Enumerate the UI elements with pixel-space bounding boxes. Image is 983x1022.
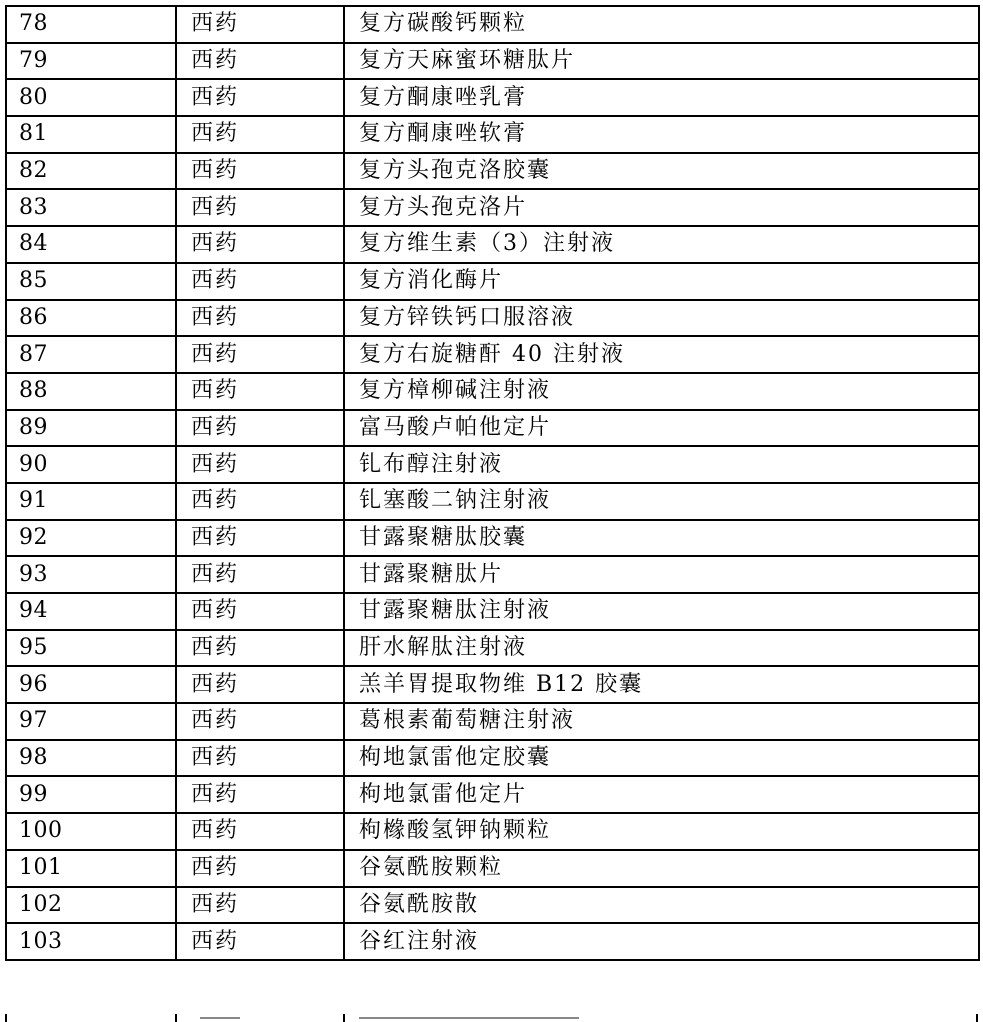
row-number: 100 <box>6 813 176 850</box>
table-row <box>6 300 979 337</box>
table-row <box>6 850 979 887</box>
table-row <box>6 887 979 924</box>
drug-category: 西药 <box>176 850 344 887</box>
drug-category: 西药 <box>176 520 344 557</box>
drug-name: 富马酸卢帕他定片 <box>344 410 979 447</box>
drug-name: 谷氨酰胺颗粒 <box>344 850 979 887</box>
drug-category: 西药 <box>176 813 344 850</box>
drug-name: 肝水解肽注射液 <box>344 630 979 667</box>
row-number: 94 <box>6 593 176 630</box>
row-number: 85 <box>6 263 176 300</box>
row-number: 95 <box>6 630 176 667</box>
drug-category: 西药 <box>176 410 344 447</box>
table-row <box>6 776 979 813</box>
drug-name: 谷红注射液 <box>344 923 979 960</box>
drug-name: 复方头孢克洛片 <box>344 189 979 226</box>
drug-name: 钆布醇注射液 <box>344 446 979 483</box>
row-number: 93 <box>6 556 176 593</box>
table-row <box>6 116 979 153</box>
drug-name: 复方酮康唑乳膏 <box>344 79 979 116</box>
drug-name: 甘露聚糖肽胶囊 <box>344 520 979 557</box>
row-number: 88 <box>6 373 176 410</box>
drug-name: 钆塞酸二钠注射液 <box>344 483 979 520</box>
drug-category: 西药 <box>176 630 344 667</box>
row-number: 78 <box>6 6 176 43</box>
table-row <box>6 740 979 777</box>
drug-category: 西药 <box>176 446 344 483</box>
column-divider <box>175 1014 177 1022</box>
drug-category: 西药 <box>176 373 344 410</box>
table-body <box>6 6 979 960</box>
drug-category: 西药 <box>176 263 344 300</box>
row-number: 81 <box>6 116 176 153</box>
table-row <box>6 556 979 593</box>
table-row <box>6 6 979 43</box>
drug-category: 西药 <box>176 483 344 520</box>
drug-name: 复方樟柳碱注射液 <box>344 373 979 410</box>
drug-name: 复方维生素（3）注射液 <box>344 226 979 263</box>
clipped-text-fragment <box>200 1017 240 1019</box>
row-number: 89 <box>6 410 176 447</box>
drug-name: 谷氨酰胺散 <box>344 887 979 924</box>
row-number: 98 <box>6 740 176 777</box>
table-row <box>6 336 979 373</box>
drug-name: 葛根素葡萄糖注射液 <box>344 703 979 740</box>
drug-name: 复方锌铁钙口服溶液 <box>344 300 979 337</box>
drug-category: 西药 <box>176 79 344 116</box>
row-number: 96 <box>6 666 176 703</box>
drug-name: 复方碳酸钙颗粒 <box>344 6 979 43</box>
drug-category: 西药 <box>176 189 344 226</box>
drug-name: 复方头孢克洛胶囊 <box>344 153 979 190</box>
row-number: 97 <box>6 703 176 740</box>
drug-category: 西药 <box>176 300 344 337</box>
row-number: 87 <box>6 336 176 373</box>
table-row <box>6 79 979 116</box>
drug-category: 西药 <box>176 703 344 740</box>
row-number: 99 <box>6 776 176 813</box>
column-divider <box>343 1014 345 1022</box>
drug-name: 复方天麻蜜环糖肽片 <box>344 43 979 80</box>
drug-category: 西药 <box>176 116 344 153</box>
drug-category: 西药 <box>176 226 344 263</box>
drug-category: 西药 <box>176 6 344 43</box>
row-number: 83 <box>6 189 176 226</box>
row-number: 84 <box>6 226 176 263</box>
drug-name: 羔羊胃提取物维 B12 胶囊 <box>344 666 979 703</box>
drug-name: 枸地氯雷他定胶囊 <box>344 740 979 777</box>
table-row <box>6 189 979 226</box>
drug-name: 甘露聚糖肽注射液 <box>344 593 979 630</box>
drug-category: 西药 <box>176 776 344 813</box>
drug-name: 复方酮康唑软膏 <box>344 116 979 153</box>
row-number: 79 <box>6 43 176 80</box>
row-number: 103 <box>6 923 176 960</box>
table-row <box>6 703 979 740</box>
column-divider <box>976 1014 978 1022</box>
row-number: 86 <box>6 300 176 337</box>
drug-category: 西药 <box>176 666 344 703</box>
table-row <box>6 520 979 557</box>
table-row <box>6 43 979 80</box>
table-row <box>6 226 979 263</box>
drug-category: 西药 <box>176 43 344 80</box>
clipped-text-fragment <box>359 1017 579 1019</box>
drug-category: 西药 <box>176 153 344 190</box>
row-number: 90 <box>6 446 176 483</box>
drug-category: 西药 <box>176 556 344 593</box>
table-row <box>6 813 979 850</box>
row-number: 80 <box>6 79 176 116</box>
row-number: 92 <box>6 520 176 557</box>
drug-list-table <box>5 5 980 961</box>
drug-name: 枸橼酸氢钾钠颗粒 <box>344 813 979 850</box>
table-row <box>6 593 979 630</box>
drug-category: 西药 <box>176 923 344 960</box>
table-row <box>6 410 979 447</box>
drug-category: 西药 <box>176 887 344 924</box>
row-number: 102 <box>6 887 176 924</box>
row-number: 82 <box>6 153 176 190</box>
drug-category: 西药 <box>176 336 344 373</box>
drug-name: 复方右旋糖酐 40 注射液 <box>344 336 979 373</box>
table-row <box>6 446 979 483</box>
table-row <box>6 630 979 667</box>
row-number: 101 <box>6 850 176 887</box>
drug-category: 西药 <box>176 593 344 630</box>
row-number: 91 <box>6 483 176 520</box>
cut-off-next-row <box>5 1014 978 1022</box>
drug-name: 复方消化酶片 <box>344 263 979 300</box>
table-row <box>6 263 979 300</box>
table-row <box>6 666 979 703</box>
drug-category: 西药 <box>176 740 344 777</box>
table-row <box>6 923 979 960</box>
table-row <box>6 483 979 520</box>
table-row <box>6 373 979 410</box>
table-row <box>6 153 979 190</box>
drug-name: 甘露聚糖肽片 <box>344 556 979 593</box>
drug-name: 枸地氯雷他定片 <box>344 776 979 813</box>
